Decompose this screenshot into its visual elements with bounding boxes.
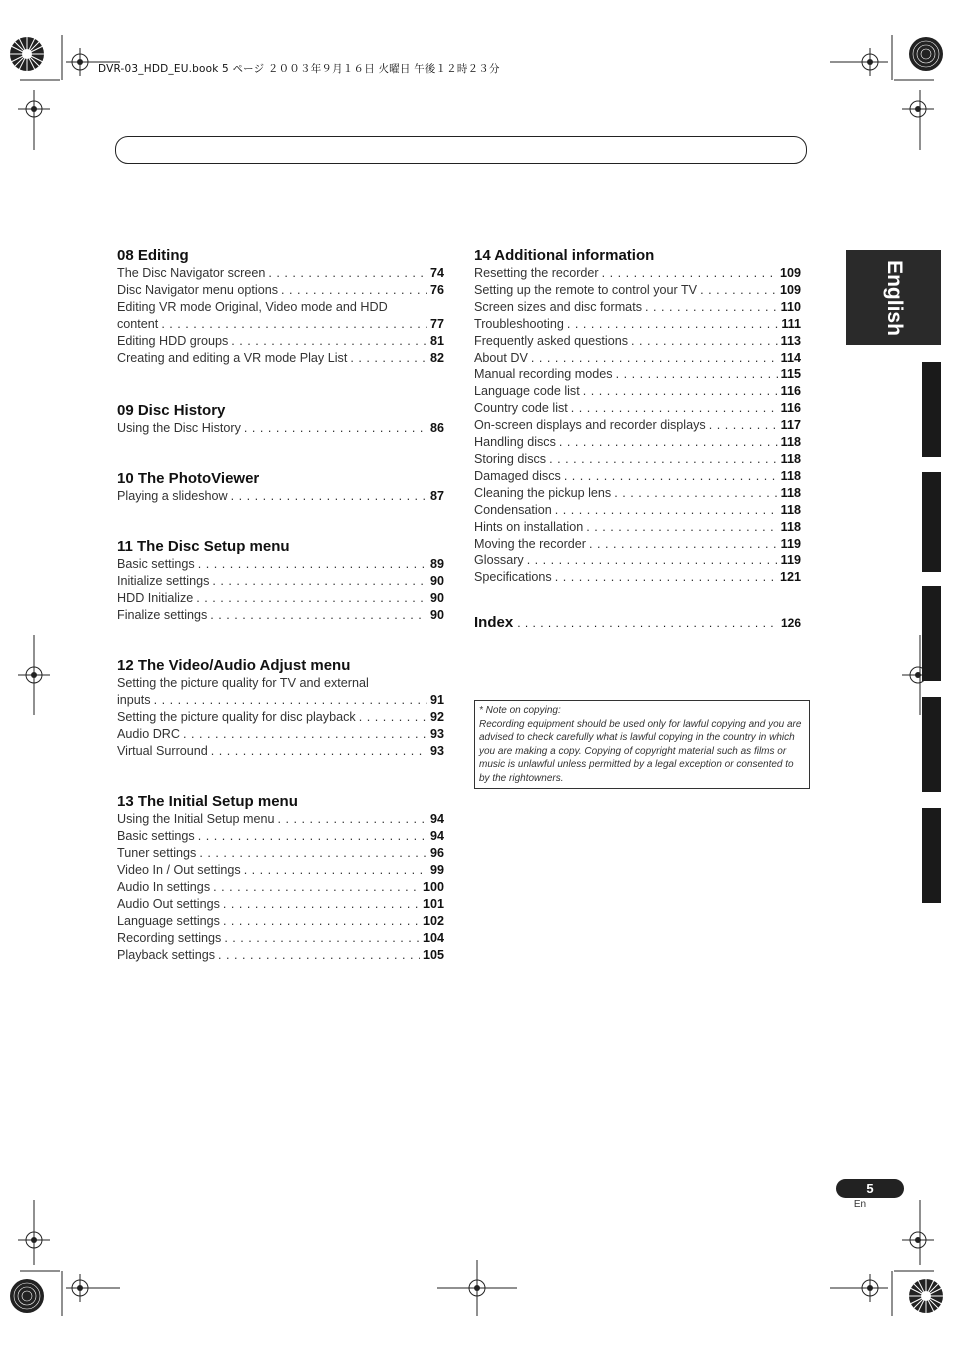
- toc-entry[interactable]: Playing a slideshow . . . 87: [117, 488, 444, 505]
- toc-entry[interactable]: Finalize settings . . . 90: [117, 607, 444, 624]
- toc-entry[interactable]: Country code list . . . 116: [474, 400, 801, 417]
- side-tab: [922, 472, 941, 572]
- toc-entry[interactable]: Basic settings . . . 94: [117, 828, 444, 845]
- toc-section: [117, 246, 444, 366]
- toc-entry[interactable]: Damaged discs . . . 118: [474, 468, 801, 485]
- section-title: 10 The PhotoViewer: [117, 470, 260, 488]
- section-title: 14 Additional information: [474, 247, 655, 264]
- index-page: 126: [780, 616, 801, 631]
- toc-entry[interactable]: Using the Disc History . . . 86: [117, 420, 444, 437]
- toc-entry[interactable]: Resetting the recorder . . . 109: [474, 265, 801, 282]
- toc-entry[interactable]: Tuner settings . . . 96: [117, 845, 444, 862]
- toc-entry-line1[interactable]: Setting the picture quality for TV and external: [117, 675, 369, 690]
- toc-entry-line1[interactable]: Editing VR mode Original, Video mode and HDD: [117, 299, 388, 314]
- index-entry[interactable]: [474, 614, 801, 631]
- toc-entry[interactable]: Recording settings . . . 104: [117, 930, 444, 947]
- language-tab-label: English: [883, 260, 906, 336]
- section-title: 12 The Video/Audio Adjust menu: [117, 656, 351, 674]
- toc-section: [117, 469, 444, 505]
- toc-entry[interactable]: Screen sizes and disc formats . . . 110: [474, 299, 801, 316]
- language-tab: [846, 250, 941, 345]
- page-language: En: [853, 1199, 867, 1210]
- toc-left-column: [117, 246, 444, 964]
- toc-entry[interactable]: Disc Navigator menu options . . . 76: [117, 282, 444, 299]
- section-title: 13 The Initial Setup menu: [117, 793, 298, 811]
- toc-section: [117, 401, 444, 437]
- toc-entry[interactable]: Audio Out settings . . . 101: [117, 896, 444, 913]
- toc-section: [117, 537, 444, 624]
- toc-entry[interactable]: Setting up the remote to control your TV . . . 109: [474, 282, 801, 299]
- toc-entry[interactable]: content . . . 77: [117, 316, 444, 333]
- toc-section: [117, 792, 444, 963]
- toc-entry[interactable]: Audio In settings . . . 100: [117, 879, 444, 896]
- toc-entry[interactable]: HDD Initialize . . . 90: [117, 590, 444, 607]
- side-tab: [922, 697, 941, 792]
- toc-entry[interactable]: Video In / Out settings . . . 99: [117, 862, 444, 879]
- copying-note: [474, 700, 810, 789]
- toc-entry[interactable]: Moving the recorder . . . 119: [474, 536, 801, 553]
- toc-entry[interactable]: Using the Initial Setup menu . . . 94: [117, 811, 444, 828]
- toc-entry[interactable]: Initialize settings . . . 90: [117, 573, 444, 590]
- toc-entry[interactable]: Creating and editing a VR mode Play List . . . 82: [117, 350, 444, 367]
- toc-entry[interactable]: inputs . . . 91: [117, 692, 444, 709]
- print-header: DVR-03_HDD_EU.book 5 ページ ２００３年９月１６日 火曜日 午後１２時２３分: [98, 63, 500, 75]
- toc-entry[interactable]: Playback settings . . . 105: [117, 947, 444, 964]
- toc-entry[interactable]: Language code list . . . 116: [474, 383, 801, 400]
- toc-entry[interactable]: Basic settings . . . 89: [117, 556, 444, 573]
- note-heading: * Note on copying:: [479, 705, 561, 716]
- toc-entry[interactable]: Troubleshooting . . . 111: [474, 316, 801, 333]
- toc-entry[interactable]: Cleaning the pickup lens . . . 118: [474, 485, 801, 502]
- toc-entry[interactable]: Glossary . . . 119: [474, 552, 801, 569]
- toc-entry[interactable]: Storing discs . . . 118: [474, 451, 801, 468]
- toc-entry[interactable]: Setting the picture quality for disc playback . . . 92: [117, 709, 444, 726]
- toc-entry[interactable]: Hints on installation . . . 118: [474, 519, 801, 536]
- side-tab: [922, 586, 941, 681]
- page-number: 5: [836, 1179, 904, 1198]
- toc-entry[interactable]: Specifications . . . 121: [474, 569, 801, 586]
- toc-right-column: [474, 246, 801, 631]
- toc-entry[interactable]: Editing HDD groups . . . 81: [117, 333, 444, 350]
- toc-entry[interactable]: Frequently asked questions . . . 113: [474, 333, 801, 350]
- section-title: 09 Disc History: [117, 402, 226, 420]
- toc-entry[interactable]: Language settings . . . 102: [117, 913, 444, 930]
- index-title: Index: [474, 614, 514, 632]
- toc-entry[interactable]: Audio DRC . . . 93: [117, 726, 444, 743]
- section-title: 11 The Disc Setup menu: [117, 538, 290, 556]
- toc-entry[interactable]: Manual recording modes . . . 115: [474, 366, 801, 383]
- toc-entry[interactable]: On-screen displays and recorder displays . . . 117: [474, 417, 801, 434]
- note-body: Recording equipment should be used only for lawful copying and you are advised to check carefully what is lawful copying in the country in which you are making a copy. Copying of copyright material such as films or music is unlawful unless permitted by a legal exception or consented to by the rightowners.: [479, 718, 802, 784]
- side-tab: [922, 362, 941, 457]
- toc-section: [474, 246, 801, 586]
- toc-entry[interactable]: The Disc Navigator screen . . . 74: [117, 265, 444, 282]
- toc-entry[interactable]: Condensation . . . 118: [474, 502, 801, 519]
- toc-entry[interactable]: About DV . . . 114: [474, 350, 801, 367]
- toc-entry[interactable]: Virtual Surround . . . 93: [117, 743, 444, 760]
- section-title: 08 Editing: [117, 247, 189, 264]
- toc-entry[interactable]: Handling discs . . . 118: [474, 434, 801, 451]
- toc-section: [117, 656, 444, 760]
- title-bar: [115, 136, 807, 164]
- side-tab: [922, 808, 941, 903]
